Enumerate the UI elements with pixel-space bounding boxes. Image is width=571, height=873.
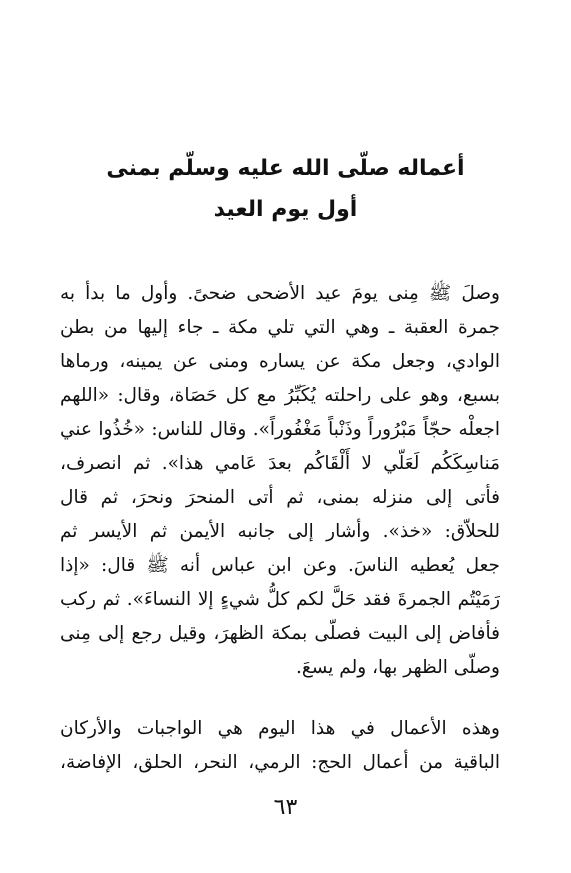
chapter-title-line-2: أول يوم العيد: [213, 197, 358, 222]
paragraph-1-line-9: جعل يُعطيه الناسَ. وعن ابن عباس أنه ﷺ قال: «إذا: [60, 555, 500, 576]
paragraph-1-line-7: فأتى إلى منزله بمنى، ثم أتى المنحرَ ونحرَ، ثم قال: [60, 487, 500, 508]
chapter-title-line-1: أعماله صلّى الله عليه وسلّم بمنى: [106, 156, 465, 181]
paragraph-1-line-11: فأفاض إلى البيت فصلّى بمكة الظهرَ، وقيل رجع إلى مِنى: [60, 623, 500, 644]
paragraph-1-line-4: بسبع، وهو على راحلته يُكَبِّرُ مع كل حَصَاة، وقال: «اللهم: [60, 385, 500, 406]
paragraph-1-line-1: وصلَ ﷺ مِنى يومَ عيد الأضحى ضحىً. وأول ما بدأ به: [60, 283, 500, 304]
paragraph-1-line-6: مَناسِكَكُم لَعَلّي لا أَلْقَاكُم بعدَ عَامي هذا». ثم انصرف،: [60, 453, 500, 474]
paragraph-1-line-3: الوادي، وجعل مكة عن يساره ومنى عن يمينه، ورماها: [60, 351, 500, 372]
paragraph-1-line-10: رَمَيْتُم الجمرةَ فقد حَلَّ لكم كلُّ شيءٍ إلا النساءَ». ثم ركب: [60, 589, 500, 610]
paragraph-2-line-2: الباقية من أعمال الحج: الرمي، النحر، الحلق، الإفاضة،: [60, 752, 500, 773]
paragraph-1-line-2: جمرة العقبة ـ وهي التي تلي مكة ـ جاء إليها من بطن: [60, 317, 500, 338]
paragraph-1-line-8: للحلاّق: «خذ». وأشار إلى جانبه الأيمن ثم الأيسر ثم: [60, 521, 500, 542]
page-number: ٦٣: [273, 795, 298, 820]
paragraph-1-line-12: وصلّى الظهر بها، ولم يسعَ.: [296, 657, 500, 678]
paragraph-1-line-5: اجعلْه حجّاً مَبْرُوراً وذَنْباً مَغْفُوراً». وقال للناس: «خُذُوا عني: [60, 419, 500, 440]
paragraph-2-line-1: وهذه الأعمال في هذا اليوم هي الواجبات والأركان: [60, 718, 500, 739]
